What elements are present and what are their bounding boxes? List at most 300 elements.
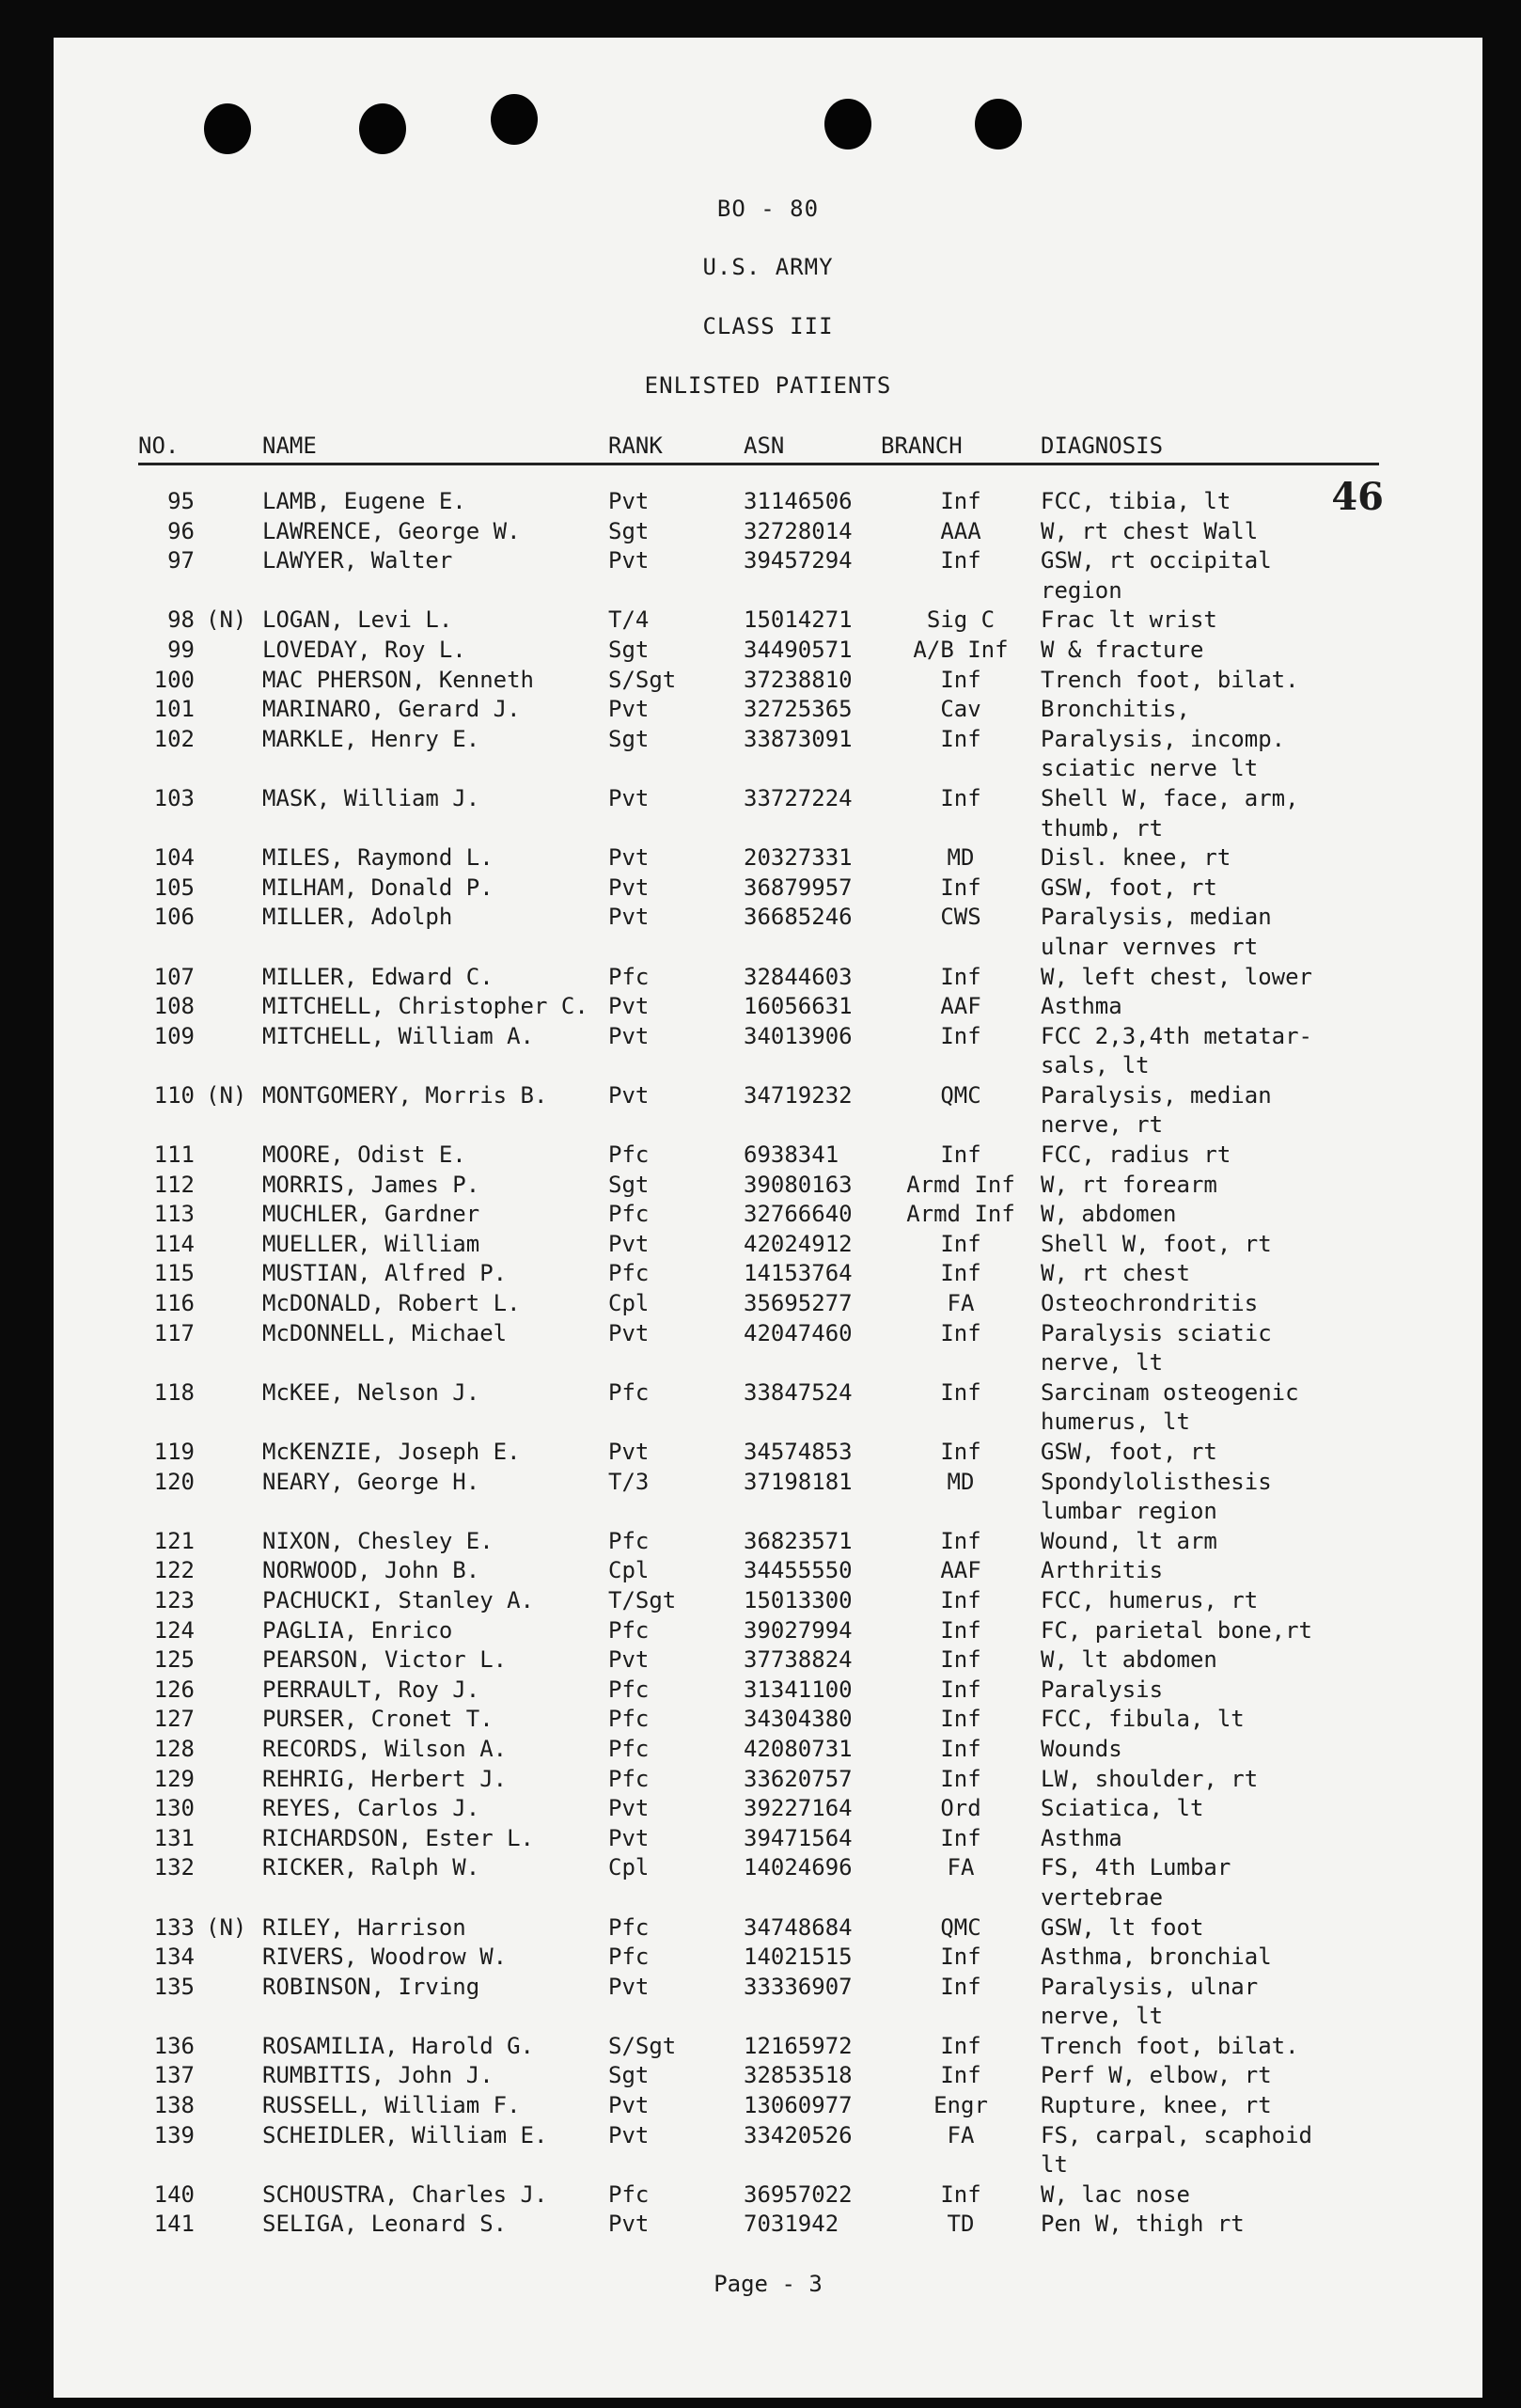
row-number: 140 [153,2180,195,2208]
column-headers [138,433,1379,465]
patient-asn: 20327331 [744,844,853,872]
patient-diagnosis: Asthma [1041,993,1122,1020]
patient-name: LOVEDAY, Roy L. [262,636,466,663]
patient-diagnosis: W, lac nose [1041,2180,1190,2208]
punch-hole-1 [204,103,251,154]
row-number: 121 [153,1527,195,1554]
row-number: 130 [153,1795,195,1822]
patient-diagnosis: Paralysis, median ulnar vernves rt [1041,904,1272,960]
patient-diagnosis: W, left chest, lower [1041,963,1312,990]
patient-name: LAWRENCE, George W. [262,517,521,544]
patient-branch: Inf [940,1944,981,1971]
patient-rank: Pvt [608,1022,650,1049]
patient-branch: Inf [940,2180,981,2208]
patient-asn: 15014271 [744,606,853,634]
patient-asn: 42080731 [744,1735,853,1762]
patient-rank: Pfc [608,1944,650,1971]
patient-rank: T/3 [608,1468,650,1495]
patient-branch: A/B Inf [913,636,1009,663]
patient-diagnosis: FS, carpal, scaphoid lt [1041,2121,1312,2179]
patient-diagnosis: Asthma [1041,1824,1122,1851]
patient-rank: Pvt [608,2092,650,2119]
patient-name: MARINARO, Gerard J. [262,696,521,723]
row-number: 97 [167,547,195,574]
patient-asn: 15013300 [744,1586,853,1613]
patient-diagnosis: Wounds [1041,1735,1122,1762]
patient-asn: 42047460 [744,1319,853,1346]
patient-rank: Pfc [608,1706,650,1733]
row-number: 119 [153,1439,195,1465]
patient-name: PERRAULT, Roy J. [262,1676,480,1703]
patient-rank: Cpl [608,1557,650,1584]
patient-list [138,487,1379,2240]
patient-rank: Pvt [608,1081,650,1109]
col-header-name: NAME [262,433,317,459]
patient-diagnosis: Paralysis, incomp. sciatic nerve lt [1041,725,1286,782]
row-number: 110 [153,1081,195,1109]
patient-rank: Pfc [608,1378,650,1406]
row-number: 96 [167,517,195,544]
patient-rank: Cpl [608,1290,650,1317]
patient-asn: 34490571 [744,636,853,663]
patient-rank: Cpl [608,1854,650,1881]
table-row [138,2121,1379,2180]
patient-asn: 36823571 [744,1527,853,1554]
table-row [138,1586,1379,1616]
row-number: 95 [167,488,195,514]
patient-diagnosis: LW, shoulder, rt [1041,1765,1259,1792]
table-row [138,1319,1379,1378]
patient-branch: QMC [940,1913,981,1941]
patient-rank: Pfc [608,1616,650,1644]
patient-branch: Ord [940,1795,981,1822]
row-number: 135 [153,1973,195,2000]
patient-rank: Pvt [608,784,650,811]
patient-branch: QMC [940,1081,981,1109]
patient-name: MUELLER, William [262,1230,480,1257]
table-row [138,487,1379,517]
patient-diagnosis: GSW, foot, rt [1041,1439,1217,1465]
patient-rank: Pvt [608,844,650,872]
row-number: 112 [153,1171,195,1198]
punch-hole-2 [359,103,406,154]
patient-branch: AAA [940,517,981,544]
table-row [138,546,1379,606]
patient-diagnosis: Paralysis, median nerve, rt [1041,1081,1272,1139]
table-row [138,1171,1379,1201]
patient-asn: 32766640 [744,1201,853,1228]
row-number: 106 [153,904,195,931]
patient-branch: Inf [940,1378,981,1406]
patient-diagnosis: W, abdomen [1041,1201,1177,1228]
patient-name: NORWOOD, John B. [262,1557,480,1584]
table-row [138,873,1379,904]
patient-branch: Engr [933,2092,988,2119]
row-number: 104 [153,844,195,872]
patient-branch: Inf [940,963,981,990]
patient-asn: 39471564 [744,1824,853,1851]
patient-diagnosis: Trench foot, bilat. [1041,666,1299,693]
row-number: 101 [153,696,195,723]
row-mark: (N) [206,606,247,634]
patient-diagnosis: Trench foot, bilat. [1041,2032,1299,2059]
row-number: 124 [153,1616,195,1644]
patient-name: McDONNELL, Michael [262,1319,508,1346]
row-number: 126 [153,1676,195,1703]
patient-branch: Inf [940,1230,981,1257]
patient-rank: Pvt [608,873,650,901]
patient-diagnosis: FC, parietal bone,rt [1041,1616,1312,1644]
row-number: 115 [153,1260,195,1287]
patient-name: MUCHLER, Gardner [262,1201,480,1228]
table-row [138,903,1379,962]
patient-rank: Pfc [608,1765,650,1792]
patient-asn: 14024696 [744,1854,853,1881]
patient-asn: 37738824 [744,1646,853,1674]
patient-rank: Pvt [608,488,650,514]
patient-asn: 42024912 [744,1230,853,1257]
patient-asn: 34574853 [744,1439,853,1465]
table-row [138,1824,1379,1854]
patient-asn: 32844603 [744,963,853,990]
patient-rank: Pvt [608,1439,650,1465]
table-row [138,843,1379,873]
patient-asn: 12165972 [744,2032,853,2059]
patient-asn: 6938341 [744,1141,839,1169]
patient-rank: Sgt [608,636,650,663]
header-code: BO - 80 [716,196,820,222]
patient-asn: 34455550 [744,1557,853,1584]
patient-name: NEARY, George H. [262,1468,480,1495]
patient-rank: Pvt [608,1824,650,1851]
patient-branch: MD [947,1468,975,1495]
patient-branch: FA [947,2121,975,2148]
table-row [138,1527,1379,1557]
col-header-no: NO. [138,433,180,459]
patient-name: MILLER, Adolph [262,904,453,931]
table-row [138,2091,1379,2121]
patient-diagnosis: FCC, fibula, lt [1041,1706,1245,1733]
patient-diagnosis: W, rt chest [1041,1260,1190,1287]
patient-rank: Pfc [608,1260,650,1287]
patient-name: RUSSELL, William F. [262,2092,521,2119]
table-row [138,1438,1379,1468]
patient-diagnosis: GSW, lt foot [1041,1913,1204,1941]
patient-name: RICKER, Ralph W. [262,1854,480,1881]
row-number: 117 [153,1319,195,1346]
patient-diagnosis: Arthritis [1041,1557,1164,1584]
table-row [138,725,1379,784]
patient-asn: 32725365 [744,696,853,723]
row-number: 118 [153,1378,195,1406]
patient-name: MARKLE, Henry E. [262,725,480,752]
patient-asn: 35695277 [744,1290,853,1317]
patient-name: RICHARDSON, Ester L. [262,1824,534,1851]
patient-name: MORRIS, James P. [262,1171,480,1198]
punch-hole-4 [824,99,871,150]
patient-asn: 39227164 [744,1795,853,1822]
patient-rank: Pvt [608,2121,650,2148]
patient-name: SCHEIDLER, William E. [262,2121,548,2148]
row-number: 122 [153,1557,195,1584]
table-row [138,1973,1379,2032]
patient-rank: Pvt [608,1230,650,1257]
patient-asn: 32853518 [744,2062,853,2089]
patient-name: MUSTIAN, Alfred P. [262,1260,508,1287]
patient-diagnosis: Paralysis [1041,1676,1164,1703]
patient-name: RIVERS, Woodrow W. [262,1944,508,1971]
row-number: 128 [153,1735,195,1762]
patient-diagnosis: Spondylolisthesis lumbar region [1041,1468,1272,1525]
patient-branch: Inf [940,547,981,574]
row-number: 113 [153,1201,195,1228]
patient-branch: Cav [940,696,981,723]
row-number: 127 [153,1706,195,1733]
patient-asn: 33847524 [744,1378,853,1406]
row-number: 137 [153,2062,195,2089]
patient-rank: Sgt [608,725,650,752]
patient-branch: AAF [940,993,981,1020]
row-number: 138 [153,2092,195,2119]
patient-branch: Inf [940,1706,981,1733]
patient-diagnosis: Shell W, face, arm, thumb, rt [1041,784,1299,842]
patient-rank: Pvt [608,904,650,931]
patient-rank: S/Sgt [608,2032,677,2059]
patient-name: REHRIG, Herbert J. [262,1765,508,1792]
handwritten-page-mark: 46 [1331,475,1384,519]
row-number: 116 [153,1290,195,1317]
table-row [138,636,1379,666]
table-row [138,1378,1379,1438]
patient-diagnosis: W, rt forearm [1041,1171,1217,1198]
patient-rank: Pvt [608,547,650,574]
patient-branch: Inf [940,1735,981,1762]
patient-name: MILHAM, Donald P. [262,873,494,901]
patient-asn: 7031942 [744,2211,839,2238]
patient-branch: Inf [940,488,981,514]
patient-rank: Pfc [608,2180,650,2208]
patient-rank: Pfc [608,963,650,990]
patient-name: LOGAN, Levi L. [262,606,453,634]
patient-name: McKENZIE, Joseph E. [262,1439,521,1465]
patient-diagnosis: FCC, radius rt [1041,1141,1231,1169]
patient-branch: Inf [940,1586,981,1613]
patient-diagnosis: FCC, tibia, lt [1041,488,1231,514]
row-number: 134 [153,1944,195,1971]
patient-asn: 34013906 [744,1022,853,1049]
patient-diagnosis: Disl. knee, rt [1041,844,1231,872]
patient-asn: 34719232 [744,1081,853,1109]
table-row [138,1853,1379,1912]
table-row [138,695,1379,725]
row-number: 125 [153,1646,195,1674]
patient-diagnosis: Sciatica, lt [1041,1795,1204,1822]
row-mark: (N) [206,1913,247,1941]
patient-diagnosis: Frac lt wrist [1041,606,1217,634]
row-number: 136 [153,2032,195,2059]
col-header-rank: RANK [608,433,663,459]
patient-diagnosis: Wound, lt arm [1041,1527,1217,1554]
patient-diagnosis: GSW, rt occipital region [1041,547,1272,604]
table-row [138,1022,1379,1081]
row-number: 107 [153,963,195,990]
patient-branch: Inf [940,1260,981,1287]
patient-asn: 31341100 [744,1676,853,1703]
patient-diagnosis: FS, 4th Lumbar vertebrae [1041,1854,1231,1911]
patient-diagnosis: FCC 2,3,4th metatar- sals, lt [1041,1022,1312,1079]
table-row [138,1913,1379,1944]
patient-name: MITCHELL, William A. [262,1022,534,1049]
patient-diagnosis: Shell W, foot, rt [1041,1230,1272,1257]
table-row [138,2210,1379,2240]
patient-name: PACHUCKI, Stanley A. [262,1586,534,1613]
patient-branch: FA [947,1854,975,1881]
punch-hole-5 [975,99,1022,150]
patient-rank: Pvt [608,1646,650,1674]
patient-rank: Pfc [608,1527,650,1554]
patient-asn: 34304380 [744,1706,853,1733]
table-row [138,1705,1379,1735]
patient-rank: T/4 [608,606,650,634]
table-row [138,1200,1379,1230]
patient-branch: Inf [940,725,981,752]
patient-rank: Sgt [608,2062,650,2089]
patient-rank: Pvt [608,1319,650,1346]
header-class: CLASS III [702,313,834,339]
row-number: 141 [153,2211,195,2238]
patient-diagnosis: Bronchitis, [1041,696,1190,723]
row-number: 120 [153,1468,195,1495]
table-row [138,2032,1379,2062]
patient-diagnosis: W & fracture [1041,636,1204,663]
row-mark: (N) [206,1081,247,1109]
patient-diagnosis: GSW, foot, rt [1041,873,1217,901]
patient-name: SELIGA, Leonard S. [262,2211,508,2238]
patient-rank: Pfc [608,1201,650,1228]
col-header-diagnosis: DIAGNOSIS [1041,433,1164,459]
row-number: 102 [153,725,195,752]
patient-name: RECORDS, Wilson A. [262,1735,508,1762]
table-row [138,1794,1379,1824]
patient-diagnosis: Pen W, thigh rt [1041,2211,1245,2238]
patient-diagnosis: W, rt chest Wall [1041,517,1259,544]
patient-name: MOORE, Odist E. [262,1141,466,1169]
patient-rank: Sgt [608,517,650,544]
punch-hole-3 [491,94,538,145]
patient-name: MILES, Raymond L. [262,844,494,872]
patient-branch: FA [947,1290,975,1317]
patient-asn: 16056631 [744,993,853,1020]
patient-name: NIXON, Chesley E. [262,1527,494,1554]
row-number: 123 [153,1586,195,1613]
patient-asn: 33727224 [744,784,853,811]
table-row [138,1289,1379,1319]
patient-rank: Pfc [608,1141,650,1169]
document-page [54,38,1482,2398]
patient-asn: 36957022 [744,2180,853,2208]
patient-asn: 37198181 [744,1468,853,1495]
patient-name: ROSAMILIA, Harold G. [262,2032,534,2059]
patient-name: RUMBITIS, John J. [262,2062,494,2089]
table-row [138,666,1379,696]
patient-asn: 33620757 [744,1765,853,1792]
table-row [138,992,1379,1022]
table-row [138,1765,1379,1795]
patient-branch: Inf [940,784,981,811]
patient-name: ROBINSON, Irving [262,1973,480,2000]
patient-name: REYES, Carlos J. [262,1795,480,1822]
patient-branch: Inf [940,1973,981,2000]
patient-name: RILEY, Harrison [262,1913,466,1941]
patient-diagnosis: Asthma, bronchial [1041,1944,1272,1971]
patient-name: MAC PHERSON, Kenneth [262,666,534,693]
patient-branch: Inf [940,1765,981,1792]
patient-name: PURSER, Cronet T. [262,1706,494,1733]
patient-rank: Pvt [608,1973,650,2000]
patient-rank: Pfc [608,1676,650,1703]
patient-branch: MD [947,844,975,872]
patient-asn: 32728014 [744,517,853,544]
patient-name: MILLER, Edward C. [262,963,494,990]
patient-branch: Inf [940,1527,981,1554]
patient-rank: Pvt [608,993,650,1020]
header-group: ENLISTED PATIENTS [644,372,892,399]
patient-diagnosis: Paralysis, ulnar nerve, lt [1041,1973,1259,2030]
patient-name: PAGLIA, Enrico [262,1616,453,1644]
table-row [138,1735,1379,1765]
patient-name: LAMB, Eugene E. [262,488,466,514]
row-number: 99 [167,636,195,663]
patient-branch: Inf [940,1676,981,1703]
patient-name: LAWYER, Walter [262,547,453,574]
patient-name: MASK, William J. [262,784,480,811]
row-number: 100 [153,666,195,693]
patient-branch: Inf [940,1141,981,1169]
patient-rank: Pfc [608,1913,650,1941]
patient-asn: 33873091 [744,725,853,752]
patient-name: MONTGOMERY, Morris B. [262,1081,548,1109]
table-row [138,1676,1379,1706]
table-row [138,1943,1379,1973]
row-number: 109 [153,1022,195,1049]
col-header-branch: BRANCH [881,433,963,459]
table-row [138,1556,1379,1586]
row-number: 131 [153,1824,195,1851]
patient-diagnosis: W, lt abdomen [1041,1646,1217,1674]
row-number: 111 [153,1141,195,1169]
patient-diagnosis: Osteochrondritis [1041,1290,1259,1317]
patient-asn: 36879957 [744,873,853,901]
patient-branch: Armd Inf [906,1201,1015,1228]
patient-diagnosis: Rupture, knee, rt [1041,2092,1272,2119]
patient-asn: 39027994 [744,1616,853,1644]
patient-branch: Inf [940,873,981,901]
patient-branch: Inf [940,1616,981,1644]
table-row [138,1616,1379,1646]
row-number: 139 [153,2121,195,2148]
row-number: 105 [153,873,195,901]
patient-branch: Inf [940,1646,981,1674]
patient-asn: 36685246 [744,904,853,931]
row-number: 98 [167,606,195,634]
patient-rank: Pvt [608,1795,650,1822]
patient-branch: AAF [940,1557,981,1584]
patient-branch: Inf [940,2062,981,2089]
patient-asn: 39080163 [744,1171,853,1198]
row-number: 133 [153,1913,195,1941]
patient-rank: Sgt [608,1171,650,1198]
table-row [138,1141,1379,1171]
